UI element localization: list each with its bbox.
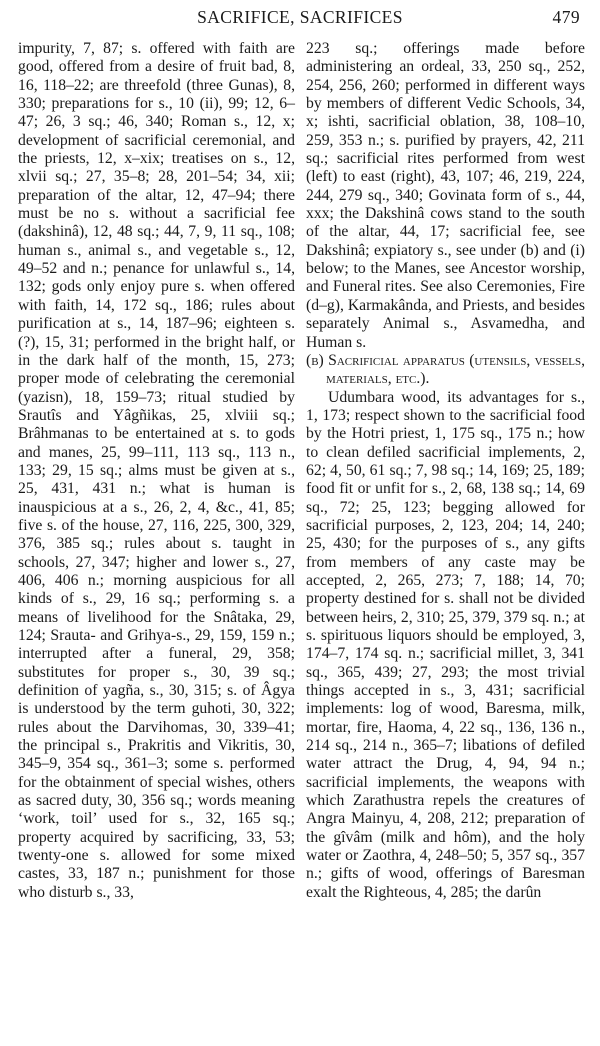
running-title: SACRIFICE, SACRIFICES (197, 7, 403, 27)
left-column (18, 40, 295, 902)
index-entry-continuation: 223 sq.; offerings made before administering an ordeal, 33, 250 sq., 252, 254, 256, 260; performed in different ways by members of different Vedic Schools, 34, x; ishti, sacrificial oblation, 38, 108–10, 259, 353 n.; s. purified by prayers, 42, 211 sq.; sacrificial rites performed from west (left) to east (right), 43, 107; 46, 219, 224, 244, 279 sq., 340; Govinata form of s., 44, xxx; the Dakshinâ cows stand to the south of the altar, 44, 17; sacrificial fee, see Dakshinâ; expiatory s., see under (b) and (i) below; to the Manes, see Ancestor worship, and Funeral rites. See also Ceremonies, Fire (d–g), Karmakânda, and Priests, and besides separately Animal s., Asvamedha, and Human s. (306, 40, 585, 351)
index-entry: Udumbara wood, its advantages for s., 1, 173; respect shown to the sacrificial food by the Hotri priest, 1, 175 sq., 175 n.; how to clean defiled sacrificial implements, 2, 62; 4, 50, 61 sq.; 7, 98 sq.; 14, 169; 25, 189; food fit or unfit for s., 2, 68, 138 sq.; 14, 69 sq., 72; 25, 123; begging allowed for sacrificial purposes, 2, 123, 204; 14, 240; 25, 430; for the purposes of s., any gifts from members of any caste may be accepted, 2, 265, 273; 7, 188; 14, 70; property destined for s. shall not be divided between heirs, 2, 310; 25, 379, 379 sq. n.; at s. spirituous liquors should be employed, 3, 174–7, 174 sq. n.; sacrificial millet, 3, 341 sq., 365, 439; 27, 293; the most trivial things accepted in s., 3, 431; sacrificial implements: log of wood, Baresma, milk, mortar, fire, Haoma, 4, 22 sq., 136, 136 n., 214 sq., 214 n., 365–7; libations of defiled water attract the Drug, 4, 94, 94 n.; sacrificial implements, the weapons with which Zarathustra repels the creatures of Angra Mainyu, 4, 208, 212; preparation of the gîvâm (milk and hôm), and the holy water or Zaothra, 4, 248–50; 5, 357 sq., 357 n.; gifts of wood, offerings of Baresman exalt the Righteous, 4, 285; the darûn (306, 388, 585, 901)
section-heading: (b) Sacrificial apparatus (utensils, vessels, materials, etc.). (306, 351, 585, 388)
index-entry-continuation: impurity, 7, 87; s. offered with faith are good, offered from a desire of fruit bad, 8, 16, 118–22; are threefold (three Gunas), 8, 330; preparations for s., 10 (ii), 99; 12, 6–47; 26, 3 sq.; 46, 340; Roman s., 12, x; development of sacrificial ceremonial, and the priests, 12, x–xix; treatises on s., 12, xlvii sq.; 27, 35–8; 28, 201–54; 34, xii; preparation of the altar, 12, 47–94; there must be no s. without a sacrificial fee (dakshinâ), 12, 48 sq.; 44, 7, 9, 11 sq., 108; human s., animal s., and vegetable s., 12, 49–52 and n.; penance for unlawful s., 14, 132; gods only enjoy pure s. when offered with faith, 14, 172 sq., 186; rules about purification at s., 14, 187–96; eighteen s. (?), 15, 31; performed in the bright half, or in the dark half of the month, 15, 273; proper mode of celebrating the ceremonial (yazisn), 18, 159–73; ritual studied by Srautîs and Yâgñikas, 25, xlviii sq.; Brâhmanas to be entertained at s. to gods and manes, 25, 99–111, 113 sq., 113 n., 133; 29, 15 sq.; alms must be given at s., 25, 431, 431 n.; what is human is inauspicious at a s., 26, 2, 4, &c., 41, 85; five s. of the house, 27, 116, 225, 300, 329, 376, 385 sq.; rules about s. taught in schools, 27, 347; higher and lower s., 27, 406, 406 n.; morning auspicious for all kinds of s., 29, 16 sq.; performing s. a means of livelihood for the Snâtaka, 29, 124; Srauta- and Grihya-s., 29, 159, 159 n.; interrupted after a funeral, 29, 358; substitutes for proper s., 30, 39 sq.; definition of yagña, s., 30, 315; s. of Âgya is understood by the term guhoti, 30, 322; rules about the Darvihomas, 30, 339–41; the principal s., Prakritis and Vikritis, 30, 345–9, 354 sq., 361–3; some s. performed for the obtainment of special wishes, others as sacred duty, 30, 356 sq.; words meaning ‘work, toil’ used for s., 32, 165 sq.; property acquired by sacrificing, 33, 53; twenty-one s. allowed for some mixed castes, 33, 187 n.; punishment for those who disturb s., 33, (18, 40, 295, 901)
page-number: 479 (552, 7, 580, 27)
right-column (306, 40, 585, 902)
running-header (18, 7, 582, 31)
